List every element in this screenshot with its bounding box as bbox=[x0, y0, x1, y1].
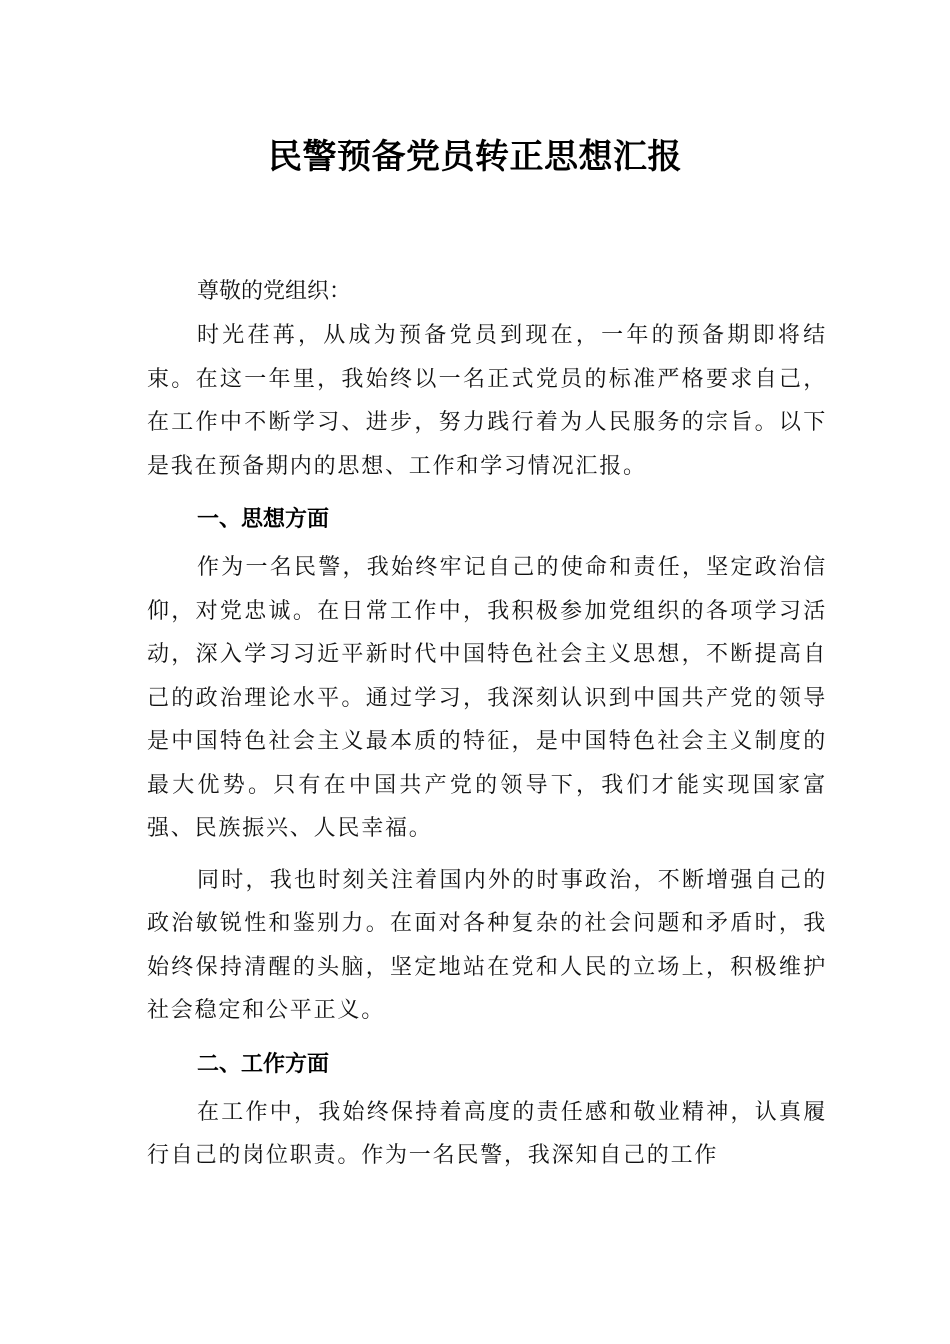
section-thought bbox=[147, 500, 827, 1033]
section-work bbox=[147, 1045, 827, 1178]
intro-paragraph: 时光荏苒，从成为预备党员到现在，一年的预备期即将结束。在这一年里，我始终以一名正式党员的标准严格要求自己，在工作中不断学习、进步，努力践行着为人民服务的宗旨。以下是我在预备期内的思想、工作和学习情况汇报。 bbox=[147, 323, 827, 479]
section-heading: 二、工作方面 bbox=[197, 1051, 330, 1077]
document-title: 民警预备党员转正思想汇报 bbox=[268, 137, 682, 177]
section-paragraph: 在工作中，我始终保持着高度的责任感和敬业精神，认真履行自己的岗位职责。作为一名民警，我深知自己的工作 bbox=[147, 1099, 827, 1168]
section-heading: 一、思想方面 bbox=[197, 507, 330, 532]
salutation: 尊敬的党组织： bbox=[197, 279, 352, 304]
document-body bbox=[147, 270, 827, 1178]
section-paragraph: 同时，我也时刻关注着国内外的时事政治，不断增强自己的政治敏锐性和鉴别力。在面对各种复杂的社会问题和矛盾时，我始终保持清醒的头脑，坚定地站在党和人民的立场上，积极维护社会稳定和公平正义。 bbox=[147, 867, 827, 1023]
section-paragraph: 作为一名民警，我始终牢记自己的使命和责任，坚定政治信仰，对党忠诚。在日常工作中，我积极参加党组织的各项学习活动，深入学习习近平新时代中国特色社会主义思想，不断提高自己的政治理论水平。通过学习，我深刻认识到中国共产党的领导是中国特色社会主义最本质的特征，是中国特色社会主义制度的最大优势。只有在中国共产党的领导下，我们才能实现国家富强、民族振兴、人民幸福。 bbox=[147, 555, 827, 841]
